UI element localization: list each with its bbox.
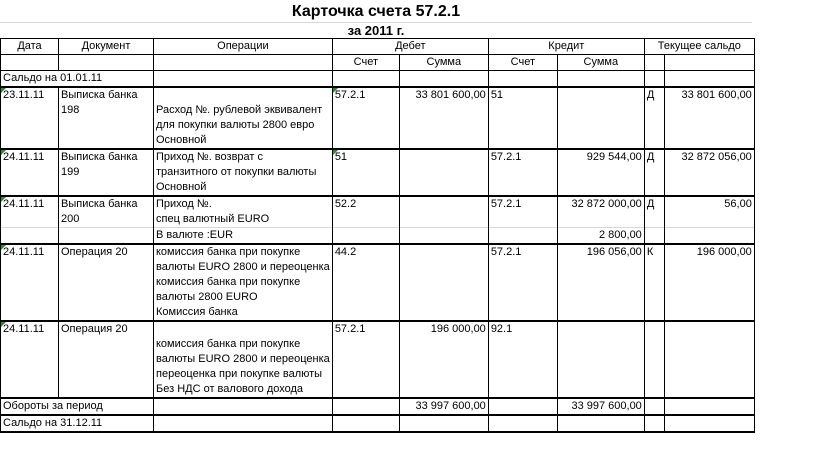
row-debit-account: 57.2.1 <box>332 321 399 398</box>
row-balance-sign: К <box>644 244 664 321</box>
credit-sum-header: Сумма <box>557 55 644 71</box>
row-debit-sum <box>399 196 488 228</box>
row-credit-sum: 196 056,00 <box>557 244 644 321</box>
debit-account-header: Счет <box>332 55 399 71</box>
header-row <box>1 39 755 55</box>
table-row <box>1 149 755 196</box>
row-date: 24.11.11 <box>1 321 59 398</box>
row-credit-account: 57.2.1 <box>488 149 557 196</box>
opening-balance-row <box>1 71 755 88</box>
credit-account-header: Счет <box>488 55 557 71</box>
currency-sum: 2 800,00 <box>557 228 644 245</box>
row-document: Выписка банка 199 <box>59 149 154 196</box>
col-date-header: Дата <box>1 39 59 55</box>
row-document: Выписка банка 198 <box>59 87 154 149</box>
turnover-row <box>1 398 755 415</box>
account-card-table <box>0 38 755 433</box>
row-credit-sum <box>557 87 644 149</box>
row-operation: Расход №. рублевой эквивалент для покупки валюты 2800 евро Основной <box>154 87 333 149</box>
row-balance-sign: Д <box>644 196 664 228</box>
table-row <box>1 87 755 149</box>
currency-row <box>1 228 755 245</box>
row-debit-account: 57.2.1 <box>332 87 399 149</box>
row-debit-sum <box>399 244 488 321</box>
table-row <box>1 196 755 228</box>
row-balance-sign <box>644 321 664 398</box>
col-operations-header: Операции <box>154 39 333 55</box>
row-date: 23.11.11 <box>1 87 59 149</box>
row-date: 24.11.11 <box>1 149 59 196</box>
table-row <box>1 321 755 398</box>
opening-balance-label: Сальдо на 01.01.11 <box>1 71 154 88</box>
row-date: 24.11.11 <box>1 196 59 228</box>
row-balance: 196 000,00 <box>664 244 754 321</box>
closing-balance-label: Сальдо на 31.12.11 <box>1 415 154 432</box>
row-debit-sum: 33 801 600,00 <box>399 87 488 149</box>
row-balance-sign: Д <box>644 149 664 196</box>
row-operation: комиссия банка при покупке валюты EURO 2800 и переоценка переоценка при покупке валюты Без НДС от валового дохода <box>154 321 333 398</box>
row-credit-account: 92.1 <box>488 321 557 398</box>
closing-balance-row <box>1 415 755 432</box>
turnover-debit-sum: 33 997 600,00 <box>399 398 488 415</box>
subheader-row <box>1 55 755 71</box>
row-debit-sum: 196 000,00 <box>399 321 488 398</box>
row-operation: Приход №. возврат с транзитного от покупки валюты Основной <box>154 149 333 196</box>
row-balance: 56,00 <box>664 196 754 228</box>
row-document: Операция 20 <box>59 244 154 321</box>
col-debit-header: Дебет <box>332 39 488 55</box>
row-credit-account: 57.2.1 <box>488 196 557 228</box>
card-period: за 2011 г. <box>347 23 405 38</box>
row-credit-sum <box>557 321 644 398</box>
col-balance-header: Текущее сальдо <box>644 39 754 55</box>
row-credit-sum: 32 872 000,00 <box>557 196 644 228</box>
row-balance <box>664 321 754 398</box>
row-credit-account: 57.2.1 <box>488 244 557 321</box>
currency-label: В валюте :EUR <box>154 228 333 245</box>
row-debit-account: 44.2 <box>332 244 399 321</box>
row-credit-sum: 929 544,00 <box>557 149 644 196</box>
turnover-credit-sum: 33 997 600,00 <box>557 398 644 415</box>
row-document: Выписка банка 200 <box>59 196 154 228</box>
table-row <box>1 244 755 321</box>
row-balance: 32 872 056,00 <box>664 149 754 196</box>
turnover-label: Обороты за период <box>1 398 154 415</box>
row-credit-account: 51 <box>488 87 557 149</box>
row-balance: 33 801 600,00 <box>664 87 754 149</box>
col-credit-header: Кредит <box>488 39 644 55</box>
row-document: Операция 20 <box>59 321 154 398</box>
row-balance-sign: Д <box>644 87 664 149</box>
row-date: 24.11.11 <box>1 244 59 321</box>
row-operation: Приход №. спец валютный EURO <box>154 196 333 228</box>
row-debit-sum <box>399 149 488 196</box>
row-operation: комиссия банка при покупке валюты EURO 2800 и переоценка комиссия банка при покупке валюты 2800 EURO Комиссия банка <box>154 244 333 321</box>
col-document-header: Документ <box>59 39 154 55</box>
card-title: Карточка счета 57.2.1 <box>291 3 461 20</box>
debit-sum-header: Сумма <box>399 55 488 71</box>
row-debit-account: 52.2 <box>332 196 399 228</box>
row-debit-account: 51 <box>332 149 399 196</box>
